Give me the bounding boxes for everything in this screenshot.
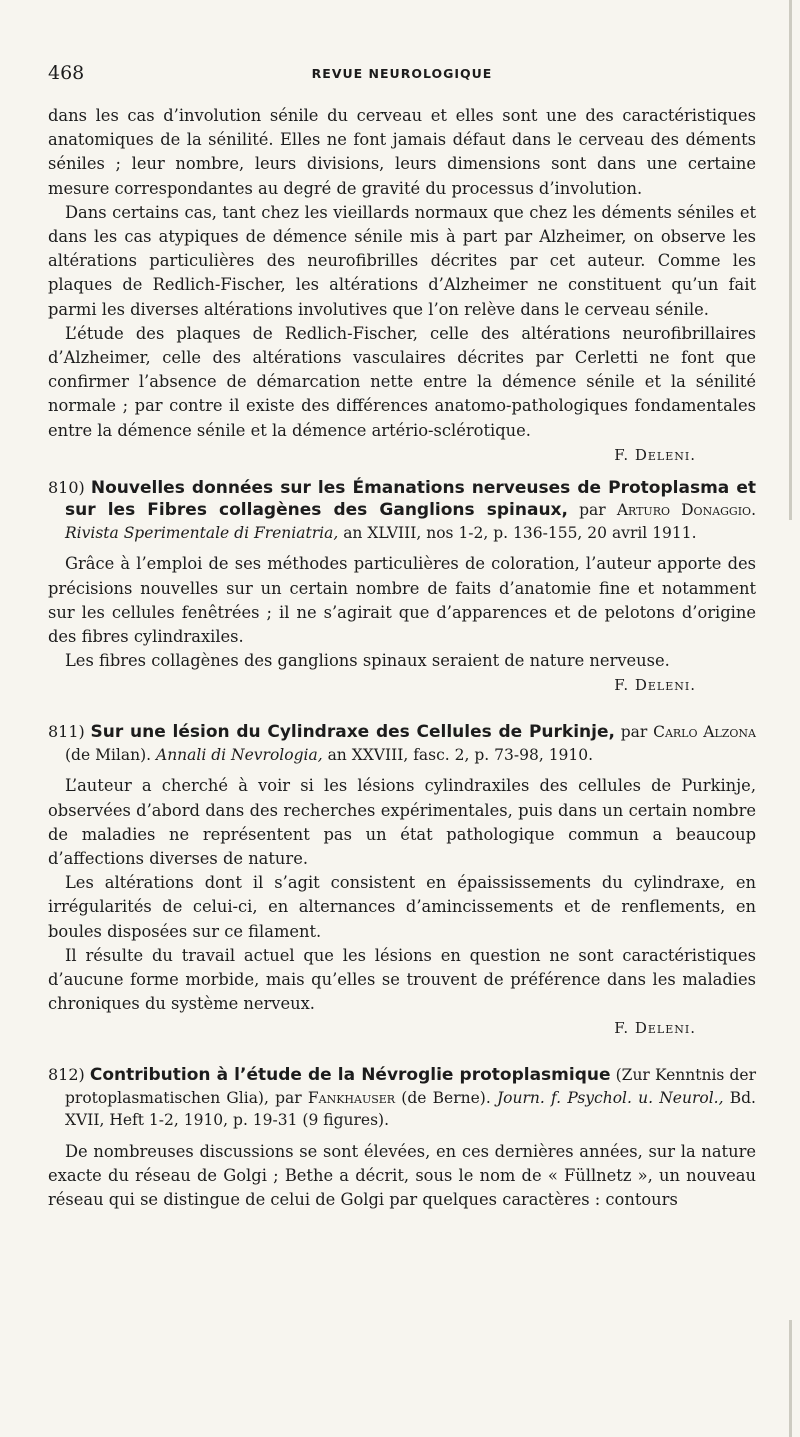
- entry-subtitle: (Zur Kenntnis der protoplasmatischen Glia), par: [65, 1066, 756, 1107]
- entry-paragraph: L’auteur a cherché à voir si les lésions cylindraxiles des cellules de Purkinje, observées d’abord dans des recherches expérimentales, puis dans un certain nombre de maladies ne représentent pas un état pathologique commun a beaucoup d’affections diverses de nature.: [48, 776, 756, 868]
- abstract-entry-812: [48, 1064, 756, 1212]
- entry-title: Nouvelles données sur les Émanations nerveuses de Protoplasma et sur les Fibres collagènes des Ganglions spinaux,: [65, 477, 756, 521]
- entry-journal: Annali di Nevrologia,: [156, 745, 323, 764]
- intro-paragraph: dans les cas d’involution sénile du cerveau et elles sont une des caractéristiques anatomiques de la sénilité. Elles ne font jamais défaut dans le cerveau des déments séniles ; leur nombre, leurs divisions, leurs dimensions sont dans une certaine mesure correspondantes au degré de gravité du processus d’involution.: [48, 106, 756, 198]
- entry-paragraph: De nombreuses discussions se sont élevées, en ces dernières années, sur la nature exacte du réseau de Golgi ; Bethe a décrit, sous le nom de « Füllnetz », un nouveau réseau qui se distingue de celui de Golgi par quelques caractères : contours: [48, 1141, 756, 1210]
- entry-paragraph: Les altérations dont il s’agit consistent en épaississements du cylindraxe, en irrégularités de celui-ci, en alternances d’amincissements et de renflements, en boules disposées sur ce filament.: [48, 873, 756, 941]
- entry-number: 812): [48, 1065, 85, 1085]
- entry-paragraph: Les fibres collagènes des ganglions spinaux seraient de nature nerveuse.: [65, 651, 670, 671]
- entry-reference: Bd. XVII, Heft 1-2, 1910, p. 19-31 (9 figures).: [65, 1088, 756, 1130]
- running-header: [48, 62, 756, 94]
- journal-title: REVUE NEUROLOGIQUE: [311, 66, 493, 81]
- entry-heading: [48, 477, 756, 545]
- entry-reference: an XXVIII, fasc. 2, p. 73-98, 1910.: [327, 745, 594, 764]
- signature: F. Deleni.: [614, 676, 696, 695]
- intro-paragraph: L’étude des plaques de Redlich-Fischer, celle des altérations neurofibrillaires d’Alzheimer, celle des altérations vasculaires décrites par Cerletti ne font que confirmer l’absence de démarcation nette entre la démence sénile et la sénilité normale ; par contre il existe des différences anatomo-pathologiques fondamentales entre la démence sénile et la démence artério-sclérotique.: [48, 323, 756, 440]
- entry-heading: [48, 721, 756, 766]
- abstract-entry-811: [48, 721, 756, 1040]
- scan-edge-mark: [789, 0, 792, 520]
- page-number: 468: [48, 62, 85, 84]
- entry-reference: an XLVIII, nos 1-2, p. 136-155, 20 avril 1911.: [343, 523, 697, 542]
- entry-number: 811): [48, 722, 85, 742]
- entry-title: Contribution à l’étude de la Névroglie protoplasmique: [89, 1065, 611, 1086]
- entry-journal: Journ. f. Psychol. u. Neurol.,: [496, 1088, 724, 1107]
- scan-edge-mark: [789, 1320, 792, 1437]
- intro-paragraph: Dans certains cas, tant chez les vieillards normaux que chez les déments séniles et dans les cas atypiques de démence sénile mis à part par Alzheimer, on observe les altérations particulières des neurofibrilles décrites par cet auteur. Comme les plaques de Redlich-Fischer, les altérations d’Alzheimer ne constituent qu’un fait parmi les diverses altérations involutives que l’on relève dans le cerveau sénile.: [48, 202, 756, 319]
- entry-origin: (de Milan).: [65, 745, 152, 764]
- entry-author: Fankhauser: [307, 1088, 396, 1107]
- entry-number: 810): [48, 477, 85, 497]
- intro-section: [48, 104, 756, 467]
- signature: F. Deleni.: [614, 1019, 696, 1038]
- entry-by: par: [579, 501, 606, 520]
- abstract-entry-810: [48, 477, 756, 698]
- entry-by: par: [620, 723, 648, 742]
- signature: F. Deleni.: [614, 445, 696, 464]
- entry-journal: Rivista Sperimentale di Freniatria,: [65, 523, 339, 542]
- entry-author: Carlo Alzona: [653, 723, 756, 742]
- entry-origin: (de Berne).: [401, 1088, 491, 1107]
- entry-author: Arturo Donaggio.: [616, 501, 756, 520]
- entry-paragraph: Grâce à l’emploi de ses méthodes particulières de coloration, l’auteur apporte des précisions nouvelles sur un certain nombre de faits d’anatomie fine et notamment sur les cellules fenêtrées ; il ne s’agirait que d’apparences et de pelotons d’origine des fibres cylindraxiles.: [48, 554, 756, 646]
- entry-heading: [48, 1064, 756, 1132]
- entry-title: Sur une lésion du Cylindraxe des Cellules de Purkinje,: [90, 722, 615, 743]
- entry-paragraph: Il résulte du travail actuel que les lésions en question ne sont caractéristiques d’aucune forme morbide, mais qu’elles se trouvent de préférence dans les maladies chroniques du système nerveux.: [48, 945, 756, 1014]
